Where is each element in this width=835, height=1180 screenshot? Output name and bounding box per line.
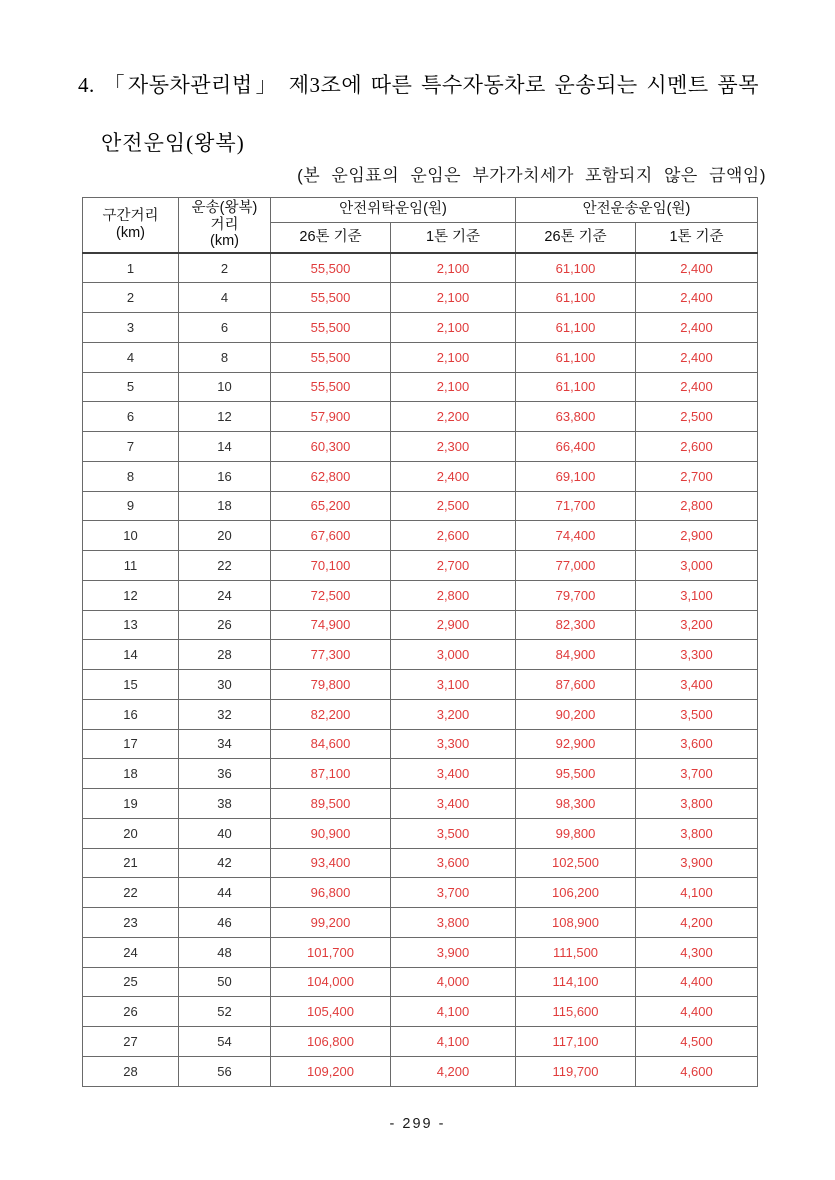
cell-section-distance: 26 (83, 997, 179, 1027)
cell-transport-fare-1ton: 3,200 (636, 610, 758, 640)
cell-transport-fare-1ton: 2,600 (636, 432, 758, 462)
cell-round-trip-distance: 48 (179, 937, 271, 967)
header-section-distance-unit: (km) (116, 225, 145, 241)
cell-transport-fare-1ton: 2,400 (636, 283, 758, 313)
fare-table-row (83, 313, 758, 343)
cell-transport-fare-26ton: 99,800 (516, 818, 636, 848)
cell-transport-fare-1ton: 3,400 (636, 670, 758, 700)
cell-round-trip-distance: 4 (179, 283, 271, 313)
cell-consign-fare-1ton: 2,700 (391, 551, 516, 581)
cell-transport-fare-26ton: 82,300 (516, 610, 636, 640)
cell-transport-fare-26ton: 102,500 (516, 848, 636, 878)
fare-table-row (83, 551, 758, 581)
cell-consign-fare-26ton: 55,500 (271, 372, 391, 402)
cell-transport-fare-26ton: 87,600 (516, 670, 636, 700)
cell-consign-fare-1ton: 3,700 (391, 878, 516, 908)
cell-transport-fare-1ton: 2,800 (636, 491, 758, 521)
cell-transport-fare-26ton: 61,100 (516, 372, 636, 402)
header-safe-consignment-fare-group: 안전위탁운임(원) (271, 198, 516, 223)
cell-round-trip-distance: 6 (179, 313, 271, 343)
fare-table-row (83, 848, 758, 878)
cell-round-trip-distance: 16 (179, 461, 271, 491)
cell-section-distance: 5 (83, 372, 179, 402)
fare-table-row (83, 580, 758, 610)
cell-transport-fare-26ton: 111,500 (516, 937, 636, 967)
fare-table-row (83, 402, 758, 432)
cell-consign-fare-26ton: 57,900 (271, 402, 391, 432)
cell-section-distance: 24 (83, 937, 179, 967)
cell-consign-fare-26ton: 72,500 (271, 580, 391, 610)
cell-transport-fare-1ton: 2,700 (636, 461, 758, 491)
cell-transport-fare-1ton: 4,200 (636, 908, 758, 938)
cell-round-trip-distance: 52 (179, 997, 271, 1027)
fare-table-row (83, 670, 758, 700)
cell-consign-fare-26ton: 55,500 (271, 313, 391, 343)
header-section-distance-label: 구간거리 (102, 208, 159, 225)
cell-round-trip-distance: 38 (179, 789, 271, 819)
cell-section-distance: 6 (83, 402, 179, 432)
cell-transport-fare-26ton: 77,000 (516, 551, 636, 581)
cell-transport-fare-1ton: 3,100 (636, 580, 758, 610)
header-consign-26ton: 26톤 기준 (271, 222, 391, 253)
cell-transport-fare-1ton: 4,600 (636, 1056, 758, 1086)
fare-table-row (83, 729, 758, 759)
cell-transport-fare-1ton: 2,400 (636, 372, 758, 402)
cell-consign-fare-1ton: 3,400 (391, 789, 516, 819)
fare-table-row (83, 1056, 758, 1086)
fare-table-row (83, 253, 758, 283)
fare-table-row (83, 789, 758, 819)
header-transport-1ton: 1톤 기준 (636, 222, 758, 253)
cell-section-distance: 15 (83, 670, 179, 700)
cell-transport-fare-1ton: 2,400 (636, 313, 758, 343)
cell-section-distance: 25 (83, 967, 179, 997)
cell-transport-fare-1ton: 3,500 (636, 699, 758, 729)
cell-transport-fare-1ton: 2,400 (636, 342, 758, 372)
cell-consign-fare-26ton: 70,100 (271, 551, 391, 581)
cell-round-trip-distance: 32 (179, 699, 271, 729)
cell-section-distance: 14 (83, 640, 179, 670)
cell-consign-fare-26ton: 79,800 (271, 670, 391, 700)
header-consign-1ton: 1톤 기준 (391, 222, 516, 253)
cell-transport-fare-26ton: 61,100 (516, 283, 636, 313)
cell-section-distance: 2 (83, 283, 179, 313)
header-round-trip-distance (179, 198, 271, 254)
cell-transport-fare-26ton: 66,400 (516, 432, 636, 462)
cell-transport-fare-26ton: 74,400 (516, 521, 636, 551)
cell-transport-fare-1ton: 3,800 (636, 789, 758, 819)
fare-table-row (83, 759, 758, 789)
cell-transport-fare-26ton: 61,100 (516, 313, 636, 343)
cell-section-distance: 19 (83, 789, 179, 819)
cell-section-distance: 13 (83, 610, 179, 640)
cell-consign-fare-26ton: 104,000 (271, 967, 391, 997)
cell-round-trip-distance: 40 (179, 818, 271, 848)
cell-round-trip-distance: 44 (179, 878, 271, 908)
cell-transport-fare-26ton: 71,700 (516, 491, 636, 521)
cell-section-distance: 11 (83, 551, 179, 581)
cell-transport-fare-1ton: 4,400 (636, 967, 758, 997)
cell-transport-fare-1ton: 4,400 (636, 997, 758, 1027)
cell-consign-fare-1ton: 3,400 (391, 759, 516, 789)
cell-transport-fare-26ton: 98,300 (516, 789, 636, 819)
cell-section-distance: 3 (83, 313, 179, 343)
cell-consign-fare-1ton: 2,600 (391, 521, 516, 551)
safe-fare-table (82, 197, 758, 1087)
cell-transport-fare-1ton: 2,900 (636, 521, 758, 551)
cell-consign-fare-1ton: 4,100 (391, 997, 516, 1027)
fare-table-header (83, 198, 758, 254)
cell-consign-fare-1ton: 4,200 (391, 1056, 516, 1086)
cell-section-distance: 20 (83, 818, 179, 848)
cell-consign-fare-1ton: 3,600 (391, 848, 516, 878)
cell-transport-fare-1ton: 4,300 (636, 937, 758, 967)
cell-transport-fare-26ton: 79,700 (516, 580, 636, 610)
cell-transport-fare-26ton: 90,200 (516, 699, 636, 729)
cell-consign-fare-1ton: 2,100 (391, 253, 516, 283)
cell-consign-fare-1ton: 3,500 (391, 818, 516, 848)
cell-consign-fare-1ton: 3,800 (391, 908, 516, 938)
cell-consign-fare-1ton: 2,300 (391, 432, 516, 462)
cell-transport-fare-26ton: 119,700 (516, 1056, 636, 1086)
fare-table-row (83, 878, 758, 908)
cell-consign-fare-26ton: 62,800 (271, 461, 391, 491)
header-safe-transport-fare-group: 안전운송운임(원) (516, 198, 758, 223)
cell-section-distance: 23 (83, 908, 179, 938)
fare-table-body (83, 253, 758, 1086)
fare-table-row (83, 908, 758, 938)
cell-transport-fare-1ton: 4,100 (636, 878, 758, 908)
cell-consign-fare-26ton: 55,500 (271, 283, 391, 313)
cell-transport-fare-26ton: 61,100 (516, 253, 636, 283)
fare-table-row (83, 967, 758, 997)
cell-section-distance: 10 (83, 521, 179, 551)
cell-round-trip-distance: 28 (179, 640, 271, 670)
cell-round-trip-distance: 42 (179, 848, 271, 878)
cell-section-distance: 18 (83, 759, 179, 789)
cell-transport-fare-1ton: 3,800 (636, 818, 758, 848)
cell-transport-fare-26ton: 115,600 (516, 997, 636, 1027)
cell-section-distance: 16 (83, 699, 179, 729)
cell-consign-fare-26ton: 65,200 (271, 491, 391, 521)
cell-consign-fare-26ton: 105,400 (271, 997, 391, 1027)
cell-consign-fare-1ton: 2,900 (391, 610, 516, 640)
fare-table-row (83, 699, 758, 729)
header-transport-26ton: 26톤 기준 (516, 222, 636, 253)
cell-consign-fare-26ton: 55,500 (271, 342, 391, 372)
cell-transport-fare-26ton: 63,800 (516, 402, 636, 432)
cell-transport-fare-26ton: 106,200 (516, 878, 636, 908)
cell-section-distance: 17 (83, 729, 179, 759)
header-round-trip-label-1: 운송(왕복) (191, 200, 258, 216)
fare-table-row (83, 461, 758, 491)
fare-table-row (83, 372, 758, 402)
cell-consign-fare-1ton: 2,100 (391, 372, 516, 402)
cell-consign-fare-26ton: 82,200 (271, 699, 391, 729)
cell-consign-fare-1ton: 3,000 (391, 640, 516, 670)
vat-exclusion-note: (본 운임표의 운임은 부가가치세가 포함되지 않은 금액임) (297, 166, 766, 185)
header-round-trip-unit: (km) (210, 233, 239, 250)
cell-consign-fare-1ton: 3,300 (391, 729, 516, 759)
cell-transport-fare-26ton: 84,900 (516, 640, 636, 670)
cell-consign-fare-1ton: 2,100 (391, 313, 516, 343)
cell-consign-fare-26ton: 93,400 (271, 848, 391, 878)
cell-transport-fare-26ton: 114,100 (516, 967, 636, 997)
cell-section-distance: 4 (83, 342, 179, 372)
cell-consign-fare-1ton: 4,000 (391, 967, 516, 997)
cell-consign-fare-26ton: 84,600 (271, 729, 391, 759)
cell-consign-fare-26ton: 101,700 (271, 937, 391, 967)
cell-consign-fare-1ton: 3,900 (391, 937, 516, 967)
cell-round-trip-distance: 2 (179, 253, 271, 283)
cell-consign-fare-1ton: 2,100 (391, 283, 516, 313)
cell-transport-fare-26ton: 61,100 (516, 342, 636, 372)
cell-round-trip-distance: 8 (179, 342, 271, 372)
fare-table-row (83, 818, 758, 848)
cell-round-trip-distance: 46 (179, 908, 271, 938)
cell-consign-fare-26ton: 77,300 (271, 640, 391, 670)
cell-section-distance: 27 (83, 1027, 179, 1057)
cell-transport-fare-26ton: 108,900 (516, 908, 636, 938)
fare-table-row (83, 283, 758, 313)
page-number: - 299 - (389, 1116, 446, 1132)
cell-consign-fare-26ton: 99,200 (271, 908, 391, 938)
fare-table-row (83, 491, 758, 521)
cell-transport-fare-26ton: 92,900 (516, 729, 636, 759)
cell-consign-fare-1ton: 3,200 (391, 699, 516, 729)
cell-consign-fare-26ton: 60,300 (271, 432, 391, 462)
fare-table-row (83, 521, 758, 551)
fare-table-row (83, 342, 758, 372)
fare-table-row (83, 1027, 758, 1057)
cell-consign-fare-1ton: 2,100 (391, 342, 516, 372)
cell-round-trip-distance: 22 (179, 551, 271, 581)
cell-round-trip-distance: 36 (179, 759, 271, 789)
cell-section-distance: 8 (83, 461, 179, 491)
page-title-line1: 4. 「자동차관리법」 제3조에 따른 특수자동차로 운송되는 시멘트 품목 (78, 73, 759, 97)
cell-consign-fare-1ton: 4,100 (391, 1027, 516, 1057)
cell-section-distance: 7 (83, 432, 179, 462)
cell-consign-fare-26ton: 90,900 (271, 818, 391, 848)
cell-transport-fare-1ton: 2,400 (636, 253, 758, 283)
cell-round-trip-distance: 26 (179, 610, 271, 640)
cell-consign-fare-1ton: 2,500 (391, 491, 516, 521)
cell-round-trip-distance: 50 (179, 967, 271, 997)
cell-section-distance: 22 (83, 878, 179, 908)
cell-transport-fare-1ton: 3,600 (636, 729, 758, 759)
cell-transport-fare-1ton: 3,700 (636, 759, 758, 789)
page-title-line2: 안전운임(왕복) (101, 131, 245, 155)
cell-section-distance: 1 (83, 253, 179, 283)
fare-table-row (83, 432, 758, 462)
cell-round-trip-distance: 12 (179, 402, 271, 432)
cell-round-trip-distance: 54 (179, 1027, 271, 1057)
cell-consign-fare-1ton: 2,200 (391, 402, 516, 432)
cell-section-distance: 9 (83, 491, 179, 521)
cell-consign-fare-26ton: 55,500 (271, 253, 391, 283)
fare-table-row (83, 640, 758, 670)
cell-round-trip-distance: 56 (179, 1056, 271, 1086)
cell-consign-fare-26ton: 87,100 (271, 759, 391, 789)
cell-consign-fare-1ton: 2,400 (391, 461, 516, 491)
cell-consign-fare-26ton: 109,200 (271, 1056, 391, 1086)
cell-transport-fare-26ton: 117,100 (516, 1027, 636, 1057)
cell-round-trip-distance: 20 (179, 521, 271, 551)
cell-transport-fare-1ton: 2,500 (636, 402, 758, 432)
cell-consign-fare-1ton: 2,800 (391, 580, 516, 610)
cell-consign-fare-1ton: 3,100 (391, 670, 516, 700)
cell-transport-fare-1ton: 3,000 (636, 551, 758, 581)
cell-section-distance: 21 (83, 848, 179, 878)
cell-transport-fare-1ton: 4,500 (636, 1027, 758, 1057)
cell-consign-fare-26ton: 106,800 (271, 1027, 391, 1057)
header-section-distance (83, 198, 179, 254)
cell-consign-fare-26ton: 74,900 (271, 610, 391, 640)
cell-transport-fare-26ton: 95,500 (516, 759, 636, 789)
cell-consign-fare-26ton: 96,800 (271, 878, 391, 908)
cell-section-distance: 28 (83, 1056, 179, 1086)
fare-table-row (83, 937, 758, 967)
fare-table-row (83, 997, 758, 1027)
cell-consign-fare-26ton: 67,600 (271, 521, 391, 551)
cell-round-trip-distance: 24 (179, 580, 271, 610)
cell-round-trip-distance: 34 (179, 729, 271, 759)
fare-table-row (83, 610, 758, 640)
cell-transport-fare-26ton: 69,100 (516, 461, 636, 491)
cell-transport-fare-1ton: 3,300 (636, 640, 758, 670)
cell-section-distance: 12 (83, 580, 179, 610)
cell-round-trip-distance: 14 (179, 432, 271, 462)
cell-round-trip-distance: 10 (179, 372, 271, 402)
cell-round-trip-distance: 30 (179, 670, 271, 700)
cell-round-trip-distance: 18 (179, 491, 271, 521)
cell-transport-fare-1ton: 3,900 (636, 848, 758, 878)
header-round-trip-label-2: 거리 (210, 216, 239, 233)
cell-consign-fare-26ton: 89,500 (271, 789, 391, 819)
